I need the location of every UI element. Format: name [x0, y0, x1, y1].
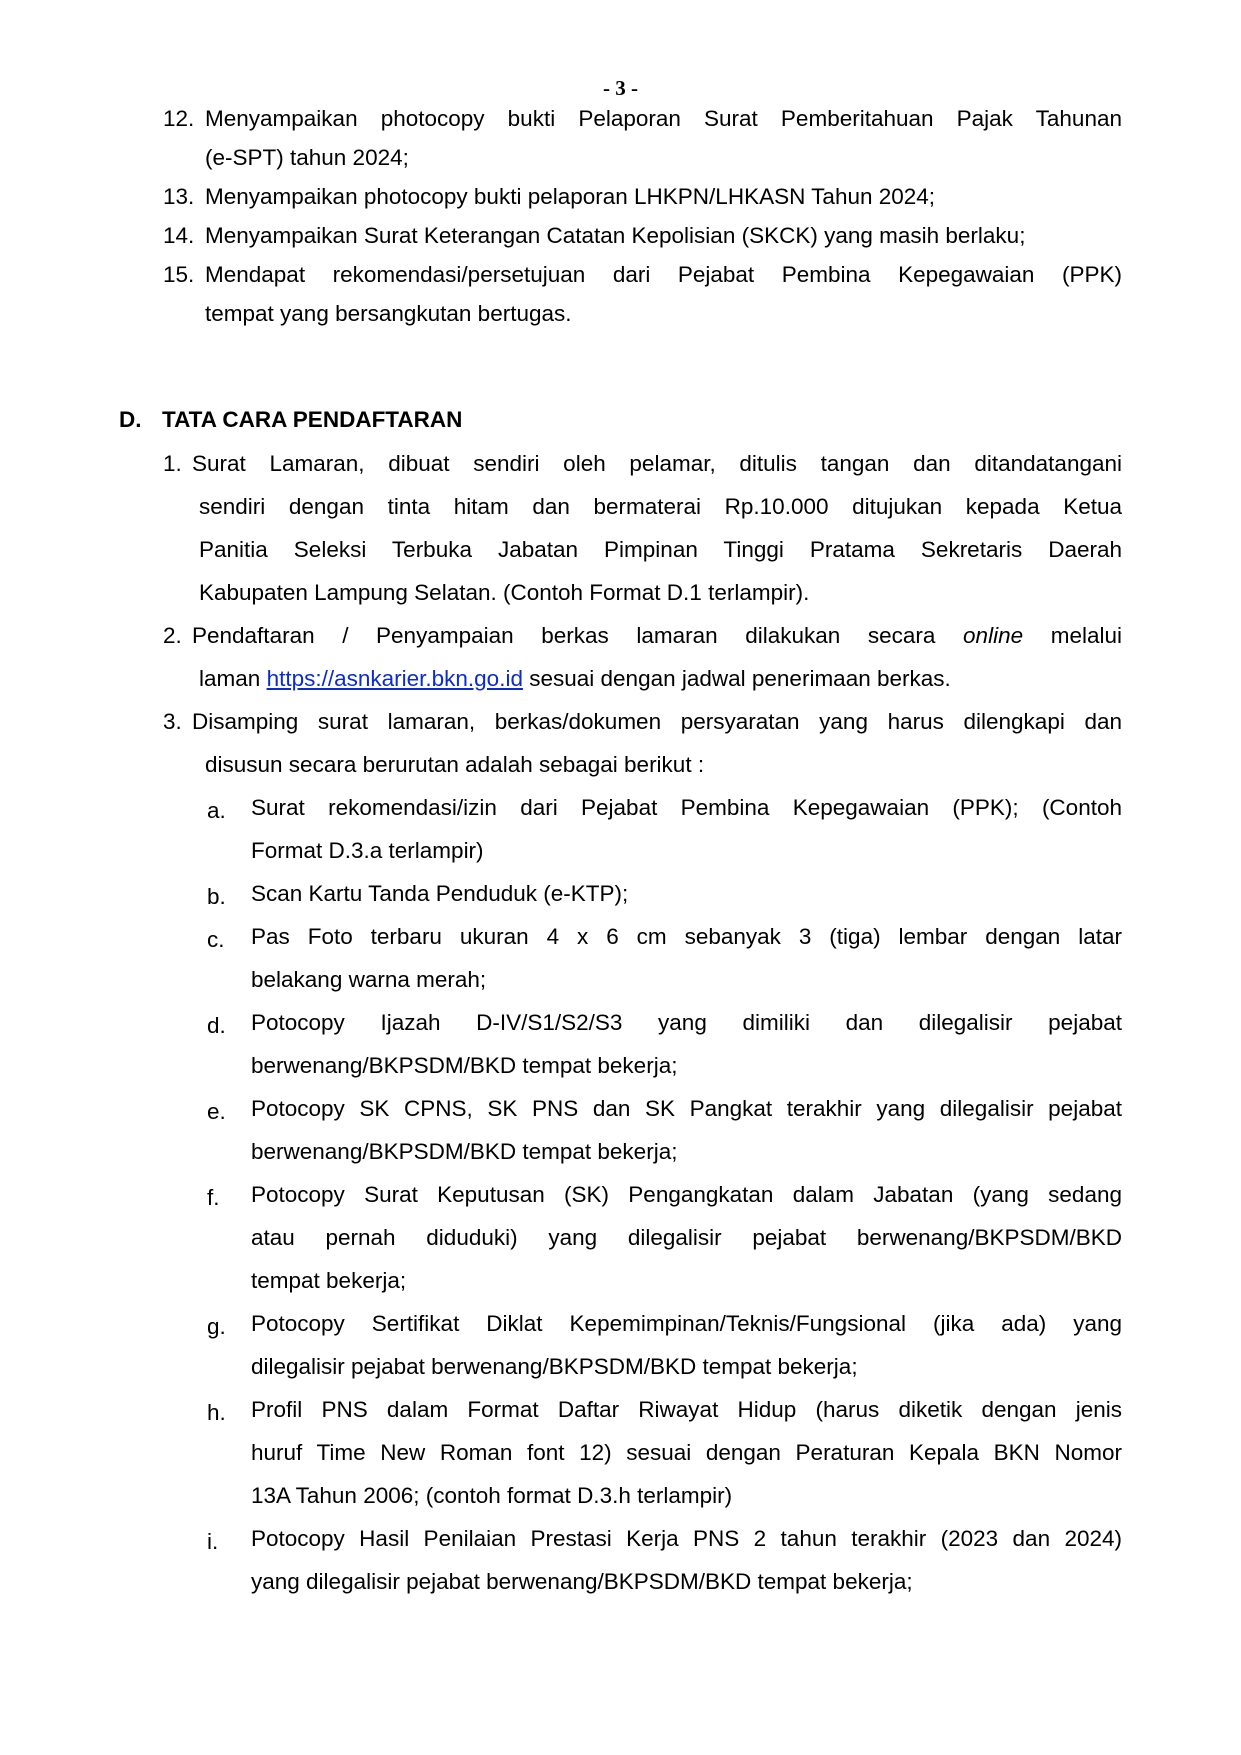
sub-item-text: Profil PNS dalam Format Daftar Riwayat Hidup (harus diketik dengan jenis	[251, 1397, 1122, 1422]
list-item-text: Menyampaikan photocopy bukti Pelaporan Surat Pemberitahuan Pajak Tahunan	[205, 106, 1122, 131]
sub-item-text: Surat rekomendasi/izin dari Pejabat Pembina Kepegawaian (PPK); (Contoh	[251, 795, 1122, 820]
sub-item-text: berwenang/BKPSDM/BKD tempat bekerja;	[251, 1139, 678, 1164]
sub-item-letter: a.	[207, 798, 226, 823]
section-letter: D.	[119, 407, 142, 432]
page-number: - 3 -	[603, 76, 638, 100]
sub-item-text: Scan Kartu Tanda Penduduk (e-KTP);	[251, 881, 629, 906]
online-emphasis: online	[963, 623, 1024, 648]
sub-item-text: Potocopy Ijazah D-IV/S1/S2/S3 yang dimiliki dan dilegalisir pejabat	[251, 1010, 1122, 1035]
text-segment: sesuai dengan jadwal penerimaan berkas.	[529, 666, 951, 691]
list-item-text: tempat yang bersangkutan bertugas.	[205, 301, 572, 326]
list-item-text: sendiri dengan tinta hitam dan bermaterai Rp.10.000 ditujukan kepada Ketua	[199, 494, 1122, 519]
sub-item-letter: c.	[207, 927, 225, 952]
list-item-text: Panitia Seleksi Terbuka Jabatan Pimpinan Tinggi Pratama Sekretaris Daerah	[199, 537, 1122, 562]
sub-item-text: belakang warna merah;	[251, 967, 487, 992]
sub-item-letter: h.	[207, 1400, 226, 1425]
list-item-text: Disamping surat lamaran, berkas/dokumen persyaratan yang harus dilengkapi dan	[192, 709, 1122, 734]
sub-item-text: Potocopy Sertifikat Diklat Kepemimpinan/Teknis/Fungsional (jika ada) yang	[251, 1311, 1122, 1336]
list-number: 3.	[163, 709, 182, 734]
text-segment: Pendaftaran / Penyampaian berkas lamaran dilakukan secara	[192, 623, 936, 648]
sub-item-text: berwenang/BKPSDM/BKD tempat bekerja;	[251, 1053, 678, 1078]
sub-item-letter: e.	[207, 1099, 226, 1124]
list-number: 1.	[163, 451, 182, 476]
list-item-text	[199, 664, 951, 694]
asnkarier-link[interactable]: https://asnkarier.bkn.go.id	[266, 666, 523, 691]
sub-item-letter: f.	[207, 1185, 220, 1210]
text-segment: melalui	[1050, 623, 1122, 648]
sub-item-text: yang dilegalisir pejabat berwenang/BKPSDM/BKD tempat bekerja;	[251, 1569, 913, 1594]
sub-item-text: Potocopy SK CPNS, SK PNS dan SK Pangkat terakhir yang dilegalisir pejabat	[251, 1096, 1122, 1121]
sub-item-letter: i.	[207, 1529, 219, 1554]
list-item-text: Mendapat rekomendasi/persetujuan dari Pejabat Pembina Kepegawaian (PPK)	[205, 262, 1122, 287]
list-number: 12.	[163, 106, 195, 131]
section-title: TATA CARA PENDAFTARAN	[162, 407, 463, 432]
sub-item-letter: d.	[207, 1013, 226, 1038]
list-number: 15.	[163, 262, 195, 287]
list-number: 2.	[163, 623, 182, 648]
sub-item-text: 13A Tahun 2006; (contoh format D.3.h terlampir)	[251, 1483, 733, 1508]
list-item-text: disusun secara berurutan adalah sebagai berikut :	[205, 752, 705, 777]
sub-item-letter: g.	[207, 1314, 226, 1339]
list-item-text	[192, 621, 1122, 651]
list-item-text: Menyampaikan Surat Keterangan Catatan Kepolisian (SKCK) yang masih berlaku;	[205, 223, 1026, 248]
sub-item-text: Pas Foto terbaru ukuran 4 x 6 cm sebanyak 3 (tiga) lembar dengan latar	[251, 924, 1122, 949]
sub-item-text: Potocopy Surat Keputusan (SK) Pengangkatan dalam Jabatan (yang sedang	[251, 1182, 1122, 1207]
sub-item-text: dilegalisir pejabat berwenang/BKPSDM/BKD tempat bekerja;	[251, 1354, 858, 1379]
list-number: 14.	[163, 223, 195, 248]
sub-item-text: tempat bekerja;	[251, 1268, 407, 1293]
list-number: 13.	[163, 184, 195, 209]
sub-item-letter: b.	[207, 884, 226, 909]
sub-item-text: atau pernah diduduki) yang dilegalisir pejabat berwenang/BKPSDM/BKD	[251, 1225, 1122, 1250]
sub-item-text: huruf Time New Roman font 12) sesuai dengan Peraturan Kepala BKN Nomor	[251, 1440, 1122, 1465]
text-segment: laman	[199, 666, 261, 691]
sub-item-text: Potocopy Hasil Penilaian Prestasi Kerja PNS 2 tahun terakhir (2023 dan 2024)	[251, 1526, 1122, 1551]
sub-item-text: Format D.3.a terlampir)	[251, 838, 484, 863]
list-item-text: Menyampaikan photocopy bukti pelaporan LHKPN/LHKASN Tahun 2024;	[205, 184, 936, 209]
list-item-text: (e-SPT) tahun 2024;	[205, 145, 409, 170]
list-item-text: Surat Lamaran, dibuat sendiri oleh pelamar, ditulis tangan dan ditandatangani	[192, 451, 1122, 476]
list-item-text: Kabupaten Lampung Selatan. (Contoh Format D.1 terlampir).	[199, 580, 810, 605]
